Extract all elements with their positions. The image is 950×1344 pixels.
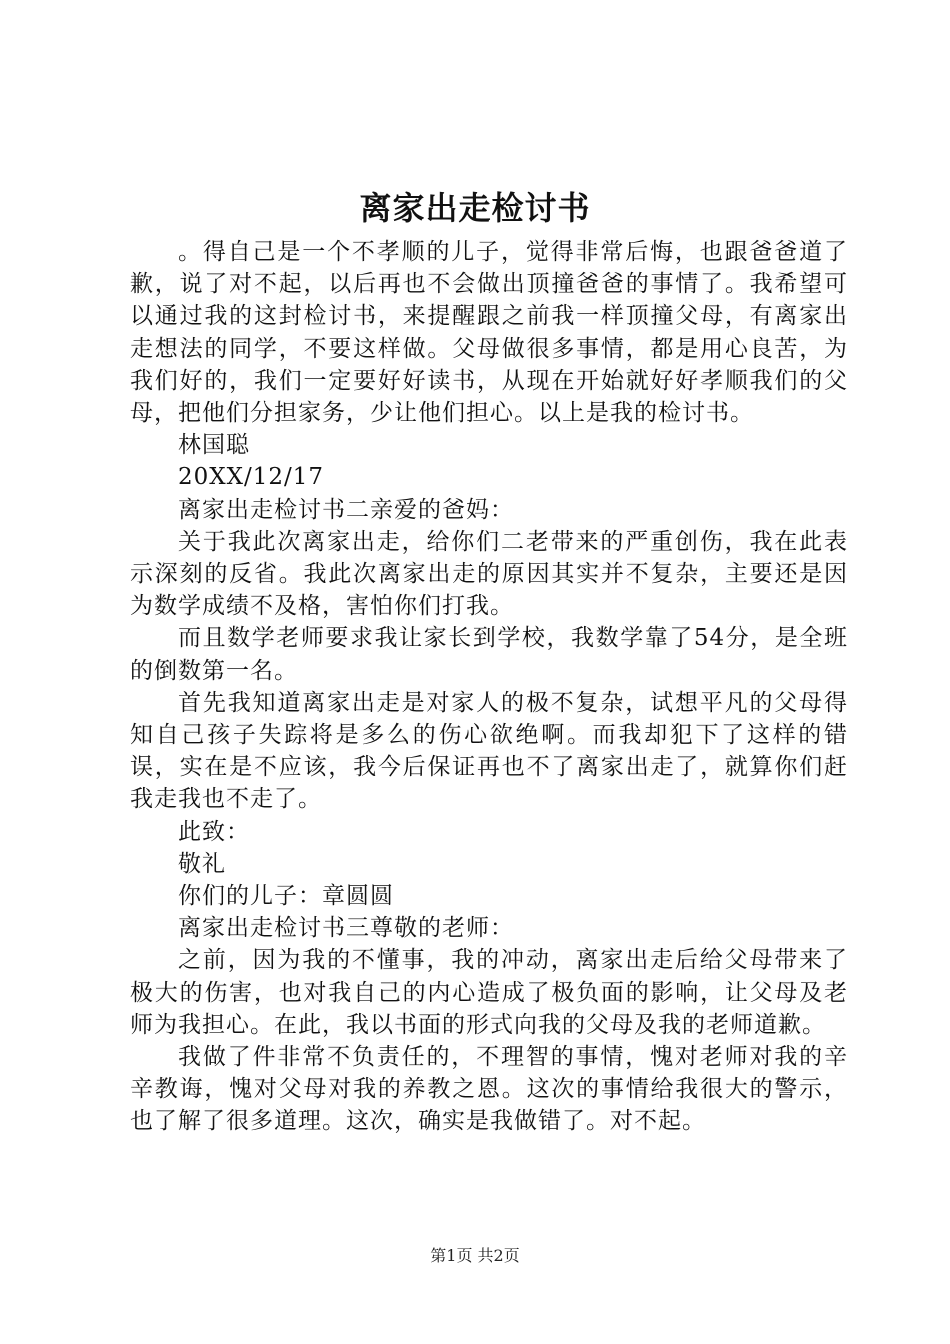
paragraph: 而且数学老师要求我让家长到学校，我数学靠了54分，是全班的倒数第一名。: [130, 625, 848, 684]
section-heading-two: 离家出走检讨书二亲爱的爸妈：: [178, 496, 514, 523]
paragraph: 关于我此次离家出走，给你们二老带来的严重创伤，我在此表示深刻的反省。我此次离家出走的原因其实并不复杂，主要还是因为数学成绩不及格，害怕你们打我。: [130, 528, 848, 620]
signature-date: 20XX/12/17: [178, 464, 325, 491]
document-body: [130, 236, 848, 1138]
paragraph-intro: 。得自己是一个不孝顺的儿子，觉得非常后悔，也跟爸爸道了歉，说了对不起，以后再也不会做出顶撞爸爸的事情了。我希望可以通过我的这封检讨书，来提醒跟之前我一样顶撞父母，有离家出走想法的同学，不要这样做。父母做很多事情，都是用心良苦，为我们好的，我们一定要好好读书，从现在开始就好好孝顺我们的父母，把他们分担家务，少让他们担心。以上是我的检讨书。: [130, 239, 848, 427]
paragraph: 首先我知道离家出走是对家人的极不复杂，试想平凡的父母得知自己孩子失踪将是多么的伤心欲绝啊。而我却犯下了这样的错误，实在是不应该，我今后保证再也不了离家出走了，就算你们赶我走我也不走了。: [130, 689, 848, 813]
paragraph: 我做了件非常不负责任的，不理智的事情，愧对老师对我的辛辛教诲，愧对父母对我的养教之恩。这次的事情给我很大的警示，也了解了很多道理。这次，确实是我做错了。对不起。: [130, 1044, 848, 1135]
page-number: 第1页 共2页: [430, 1246, 520, 1265]
closing-regards: 敬礼: [178, 850, 226, 877]
signature-name: 林国聪: [178, 432, 250, 459]
section-heading-three: 离家出走检讨书三尊敬的老师：: [178, 915, 514, 942]
paragraph: 之前，因为我的不懂事，我的冲动，离家出走后给父母带来了极大的伤害，也对我自己的内心造成了极负面的影响，让父母及老师为我担心。在此，我以书面的形式向我的父母及我的老师道歉。: [130, 947, 848, 1038]
closing-salutation: 此致：: [178, 818, 250, 845]
document-title: 离家出走检讨书: [359, 189, 591, 227]
signature-line: 你们的儿子：章圆圆: [178, 883, 394, 910]
